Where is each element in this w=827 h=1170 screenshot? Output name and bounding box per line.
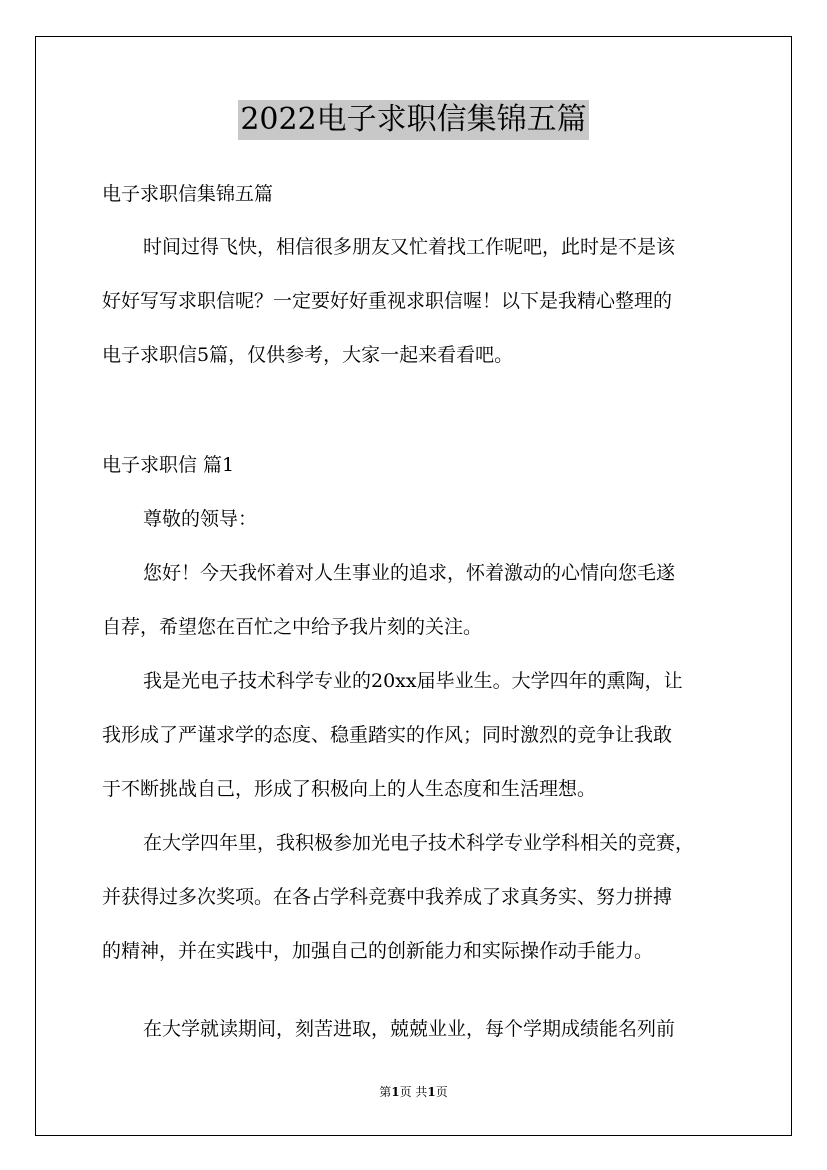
title-wrap [0,100,827,140]
body-line: 在大学就读期间，刻苦进取，兢兢业业，每个学期成绩能名列前 [143,1018,676,1040]
page-prefix: 第 [379,1085,392,1099]
intro-line: 电子求职信5篇，仅供参考，大家一起来看看吧。 [102,344,514,366]
document-title: 2022电子求职信集锦五篇 [238,100,588,140]
section-heading: 电子求职信 篇1 [102,454,235,476]
page-suffix: 页 [435,1085,448,1099]
document-subtitle: 电子求职信集锦五篇 [102,183,274,205]
page-mid: 页 共 [399,1085,428,1099]
intro-line: 好好写写求职信呢？一定要好好重视求职信喔！以下是我精心整理的 [102,290,673,312]
body-line: 的精神，并在实践中，加强自己的创新能力和实际操作动手能力。 [102,940,654,962]
page-total: 1 [427,1085,436,1099]
salutation: 尊敬的领导： [143,508,258,530]
body-line: 您好！今天我怀着对人生事业的追求，怀着激动的心情向您毛遂 [143,562,676,584]
body-line: 并获得过多次奖项。在各占学科竞赛中我养成了求真务实、努力拼搏 [102,886,673,908]
body-line: 我形成了严谨求学的态度、稳重踏实的作风；同时激烈的竞争让我敢 [102,724,673,746]
body-line: 于不断挑战自己，形成了积极向上的人生态度和生活理想。 [102,778,597,800]
body-line: 在大学四年里，我积极参加光电子技术科学专业学科相关的竞赛， [143,832,695,854]
page-current: 1 [391,1085,400,1099]
body-line: 我是光电子技术科学专业的20xx届毕业生。大学四年的熏陶，让 [143,670,683,692]
page-footer [0,1084,827,1100]
body-line: 自荐，希望您在百忙之中给予我片刻的关注。 [102,616,483,638]
intro-line: 时间过得飞快，相信很多朋友又忙着找工作呢吧，此时是不是该 [143,236,676,258]
